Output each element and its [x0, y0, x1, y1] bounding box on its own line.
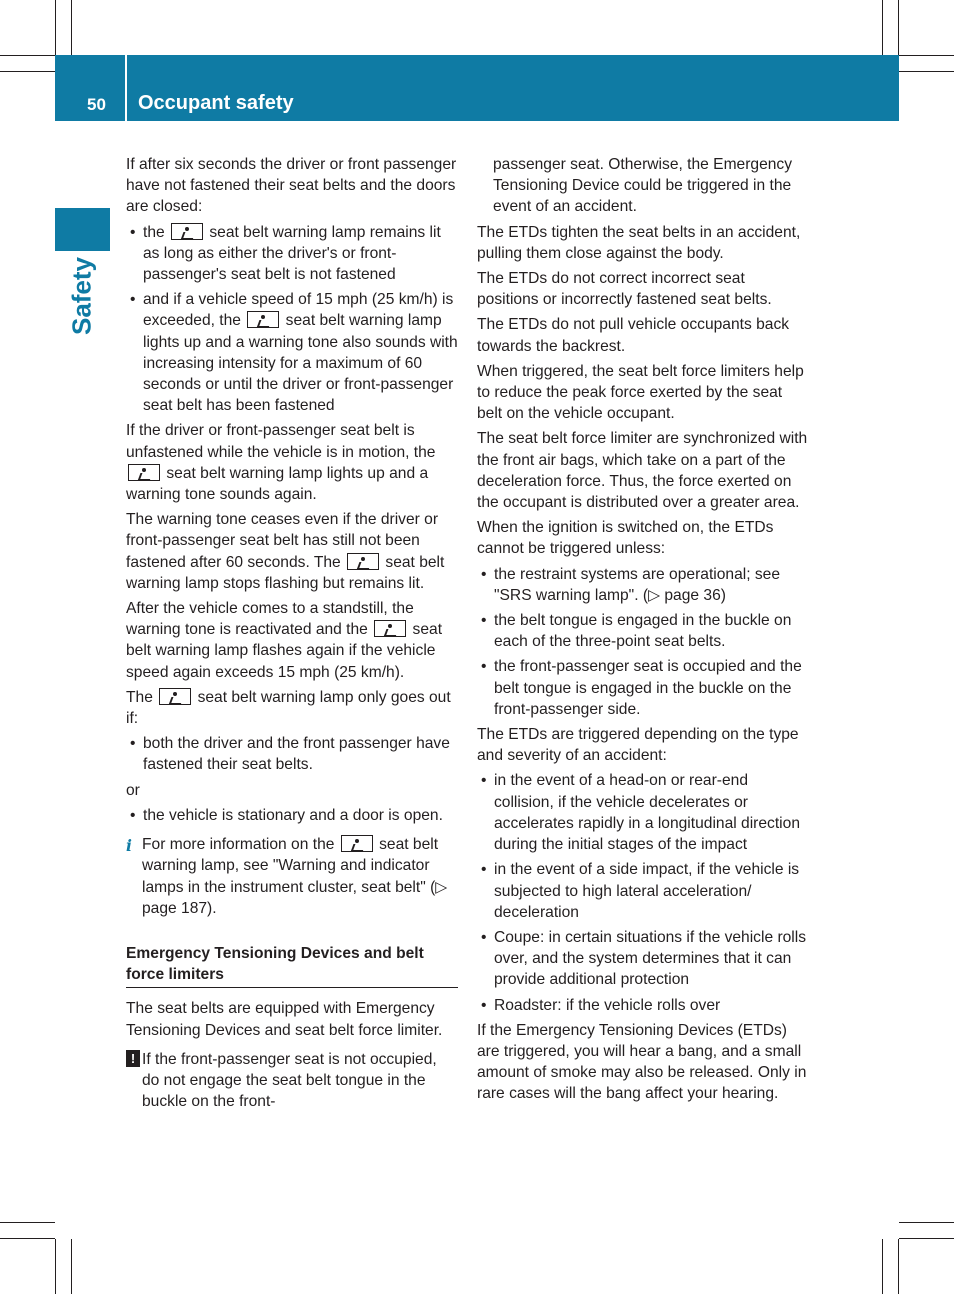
bullet-icon: • — [481, 928, 487, 946]
seat-belt-lamp-icon — [159, 688, 191, 705]
crop-mark — [0, 1222, 55, 1223]
crop-mark — [71, 1239, 72, 1294]
header-divider — [125, 55, 127, 121]
paragraph — [126, 420, 458, 505]
text: seat belt warning lamp flashes again if the vehicle speed again exceeds 15 mph (25 km/h). — [126, 621, 443, 681]
list-item — [477, 927, 809, 991]
crop-mark — [0, 55, 55, 56]
text: in the event of a head-on or rear-end collision, if the vehicle decelerates or accelerates rapidly in a longitudinal direction during the initial stages of the impact — [494, 772, 800, 854]
paragraph — [126, 509, 458, 594]
bullet-icon: • — [481, 996, 487, 1014]
text: in the event of a side impact, if the vehicle is subjected to high lateral acceleration/ deceleration — [494, 861, 800, 921]
list-item — [477, 564, 809, 606]
seat-belt-lamp-icon — [347, 553, 379, 570]
side-tab-label: Safety — [66, 256, 97, 336]
text: The warning tone ceases even if the driver or front-passenger seat belt has still not been fastened after 60 seconds. The — [126, 511, 439, 571]
paragraph: The seat belt force limiter are synchronized with the front air bags, which take on a part of the deceleration force. Thus, the force exerted on the occupant is distributed over a greater area. — [477, 430, 808, 512]
left-column — [126, 154, 458, 1116]
paragraph: The ETDs do not pull vehicle occupants back towards the backrest. — [477, 316, 790, 355]
page-header — [55, 55, 899, 121]
text: and if a vehicle speed of 15 mph (25 km/h) is exceeded, the — [143, 291, 454, 330]
seat-belt-lamp-icon — [341, 835, 373, 852]
crop-mark — [898, 1239, 899, 1294]
text: After the vehicle comes to a standstill, the warning tone is reactivated and the — [126, 600, 414, 639]
crop-mark — [899, 1222, 954, 1223]
text: seat belt warning lamp only goes out if: — [126, 688, 451, 728]
paragraph: When triggered, the seat belt force limiters help to reduce the peak force exerted by the seat belt on the vehicle occupant. — [477, 362, 804, 423]
crop-mark — [899, 1238, 954, 1239]
list-item — [126, 222, 458, 286]
crop-mark — [899, 71, 954, 72]
bullet-icon: • — [130, 735, 136, 753]
warning-icon: ! — [126, 1050, 140, 1067]
text: seat belt warning lamp remains lit as long as either the driver's or front-passenger's seat belt is not fastened — [143, 223, 441, 284]
paragraph: passenger seat. Otherwise, the Emergency Tensioning Device could be triggered in the event of an accident. — [493, 156, 793, 216]
text: If the driver or front-passenger seat belt is unfastened while the vehicle is in motion, the — [126, 422, 436, 461]
paragraph: The ETDs are triggered depending on the type and severity of an accident: — [477, 726, 799, 765]
text: The — [126, 688, 153, 706]
text: seat belt warning lamp lights up and a warning tone sounds again. — [126, 464, 429, 504]
text: both the driver and the front passenger have fastened their seat belts. — [143, 735, 450, 774]
text: If the front-passenger seat is not occupied, do not engage the seat belt tongue in the buckle on the front- — [142, 1050, 437, 1111]
seat-belt-lamp-icon — [171, 223, 203, 240]
text: Coupe: in certain situations if the vehicle rolls over, and the system determines that it can provide additional protection — [494, 928, 807, 989]
text: the restraint systems are operational; see "SRS warning lamp". (▷ page 36) — [494, 565, 781, 604]
text: For more information on the — [142, 836, 335, 854]
info-note — [126, 834, 458, 919]
text: seat belt warning lamp lights up and a warning tone also sounds with increasing intensity for a maximum of 60 seconds or until the driver or front-passenger seat belt has been fastened — [143, 312, 458, 415]
paragraph — [126, 687, 458, 729]
bullet-icon: • — [481, 861, 487, 879]
list-item — [126, 805, 458, 826]
paragraph: or — [126, 781, 140, 799]
text: seat belt warning lamp stops flashing but remains lit. — [126, 553, 445, 592]
page-number: 50 — [87, 95, 106, 114]
text: the front-passenger seat is occupied and the belt tongue is engaged in the buckle on the front-passenger side. — [494, 658, 802, 718]
paragraph: The ETDs tighten the seat belts in an accident, pulling them close against the body. — [477, 223, 801, 262]
list-item — [477, 656, 809, 720]
crop-mark — [55, 0, 56, 55]
text: Roadster: if the vehicle rolls over — [494, 996, 721, 1014]
crop-mark — [882, 0, 883, 55]
bullet-icon: • — [481, 772, 487, 790]
bullet-icon: • — [481, 565, 487, 583]
crop-mark — [882, 1239, 883, 1294]
seat-belt-lamp-icon — [247, 311, 279, 328]
warning-note — [126, 1049, 458, 1113]
list-item — [477, 770, 809, 855]
list-item — [477, 859, 809, 923]
right-column — [477, 154, 809, 1109]
paragraph: If after six seconds the driver or front passenger have not fastened their seat belts and the doors are closed: — [126, 156, 457, 216]
crop-mark — [898, 0, 899, 55]
bullet-icon: • — [130, 806, 136, 824]
bullet-icon: • — [481, 658, 487, 676]
section-heading: Emergency Tensioning Devices and belt force limiters — [126, 943, 458, 988]
list-item — [126, 733, 458, 775]
bullet-icon: • — [130, 223, 136, 241]
paragraph: When the ignition is switched on, the ETDs cannot be triggered unless: — [477, 519, 774, 558]
paragraph: If the Emergency Tensioning Devices (ETDs) are triggered, you will hear a bang, and a small amount of smoke may also be released. Only in rare cases will the bang affect your hearing. — [477, 1021, 807, 1103]
list-item — [477, 995, 809, 1016]
text: seat belt warning lamp, see "Warning and indicator lamps in the instrument cluster, seat belt" (▷ page 187). — [142, 836, 448, 917]
text: the vehicle is stationary and a door is open. — [143, 806, 443, 824]
crop-mark — [0, 1238, 55, 1239]
crop-mark — [71, 0, 72, 55]
seat-belt-lamp-icon — [128, 464, 160, 481]
list-item — [126, 289, 458, 416]
text: the — [143, 223, 165, 241]
bullet-icon: • — [481, 612, 487, 630]
paragraph — [126, 598, 458, 683]
seat-belt-lamp-icon — [374, 620, 406, 637]
section-title: Occupant safety — [138, 92, 294, 114]
list-item — [477, 610, 809, 652]
bullet-icon: • — [130, 291, 136, 309]
info-icon: i — [126, 836, 132, 856]
crop-mark — [0, 71, 55, 72]
side-tab-marker — [55, 208, 110, 251]
paragraph: The seat belts are equipped with Emergency Tensioning Devices and seat belt force limiter. — [126, 1000, 443, 1039]
crop-mark — [899, 55, 954, 56]
crop-mark — [55, 1239, 56, 1294]
paragraph: The ETDs do not correct incorrect seat positions or incorrectly fastened seat belts. — [477, 270, 772, 309]
text: the belt tongue is engaged in the buckle on each of the three-point seat belts. — [494, 612, 792, 651]
